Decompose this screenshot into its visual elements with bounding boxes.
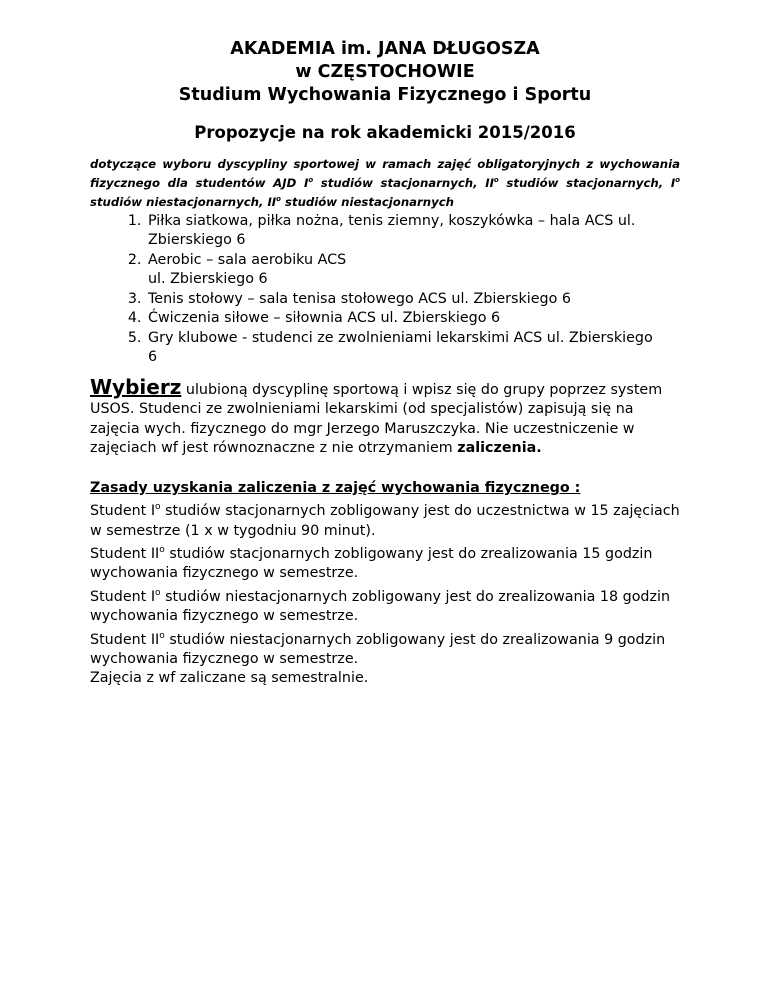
intro-text: dotyczące wyboru dyscypliny sportowej w ramach zajęć obligatoryjnych z wychowania fizycznego dla studentów AJD I (90, 157, 680, 190)
list-item: 1. Piłka siatkowa, piłka nożna, tenis ziemny, koszykówka – hala ACS ul. Zbierskiego 6 (146, 212, 666, 251)
header-institution: AKADEMIA im. JANA DŁUGOSZA (230, 39, 540, 59)
rule-text: Student II (90, 631, 160, 648)
intro-text: studiów niestacjonarnych (280, 194, 454, 209)
rule-text: Student I (90, 588, 156, 605)
list-item: 3. Tenis stołowy – sala tenisa stołowego ACS ul. Zbierskiego 6 (146, 290, 666, 310)
list-item-text: Aerobic – sala aerobiku ACS (148, 251, 347, 268)
choose-lead: Wybierz (90, 374, 182, 399)
degree-mark: o (493, 176, 499, 184)
enrollment-text: ulubioną dyscyplinę sportową i wpisz się do grupy poprzez system USOS. Studenci ze zwolnieniami lekarskimi (od specjalistów) zapisują się na zajęcia wych. fizycznego do mgr Jerzego Maruszczyka. Nie uczestniczenie w zajęciach wf jest równoznaczne z nie otrzymaniem (90, 381, 663, 457)
rules-section (90, 498, 680, 689)
rule-item: Zajęcia z wf zaliczane są semestralnie. (90, 670, 369, 687)
intro-text: studiów stacjonarnych, I (498, 175, 676, 190)
discipline-list (90, 212, 666, 368)
list-item: 5. Gry klubowe - studenci ze zwolnieniami lekarskimi ACS ul. Zbierskiego 6 (146, 329, 666, 368)
rule-text: studiów stacjonarnych zobligowany jest do zrealizowania 15 godzin wychowania fizycznego w semestrze. (90, 545, 653, 582)
degree-mark: o (675, 176, 680, 184)
intro-text: studiów niestacjonarnych, II (90, 194, 277, 209)
degree-mark: o (155, 587, 161, 598)
rule-text: studiów niestacjonarnych zobligowany jest do zrealizowania 18 godzin wychowania fizycznego w semestrze. (90, 588, 671, 625)
rule-text: studiów niestacjonarnych zobligowany jest do zrealizowania 9 godzin wychowania fizycznego w semestrze. (90, 631, 666, 667)
rules-heading: Zasady uzyskania zaliczenia z zajęć wychowania fizycznego : (90, 479, 581, 496)
degree-mark: o (159, 630, 165, 641)
rule-item (90, 498, 680, 541)
rule-item (90, 541, 680, 584)
list-item-text: ul. Zbierskiego 6 (148, 271, 268, 288)
rule-text: Student I (90, 503, 156, 520)
rule-text: Student II (90, 545, 160, 562)
document-header (90, 38, 680, 107)
rule-item (90, 584, 680, 627)
list-item (146, 251, 666, 290)
intro-text: studiów stacjonarnych, II (313, 175, 494, 190)
list-item: 4. Ćwiczenia siłowe – siłownia ACS ul. Zbierskiego 6 (146, 309, 666, 329)
degree-mark: o (159, 545, 165, 556)
header-department: Studium Wychowania Fizycznego i Sportu (178, 85, 592, 105)
enrollment-bold: zaliczenia. (457, 440, 542, 457)
intro-paragraph (90, 156, 680, 210)
enrollment-paragraph (90, 374, 680, 459)
degree-mark: o (276, 194, 281, 203)
degree-mark: o (308, 176, 314, 184)
degree-mark: o (155, 502, 161, 513)
page-title: Propozycje na rok akademicki 2015/2016 (194, 123, 576, 142)
document-page (90, 38, 680, 689)
rule-text: studiów stacjonarnych zobligowany jest do uczestnictwa w 15 zajęciach w semestrze (1 x w tygodniu 90 minut). (90, 503, 680, 539)
header-city: w CZĘSTOCHOWIE (295, 62, 475, 82)
rule-item (90, 627, 680, 670)
